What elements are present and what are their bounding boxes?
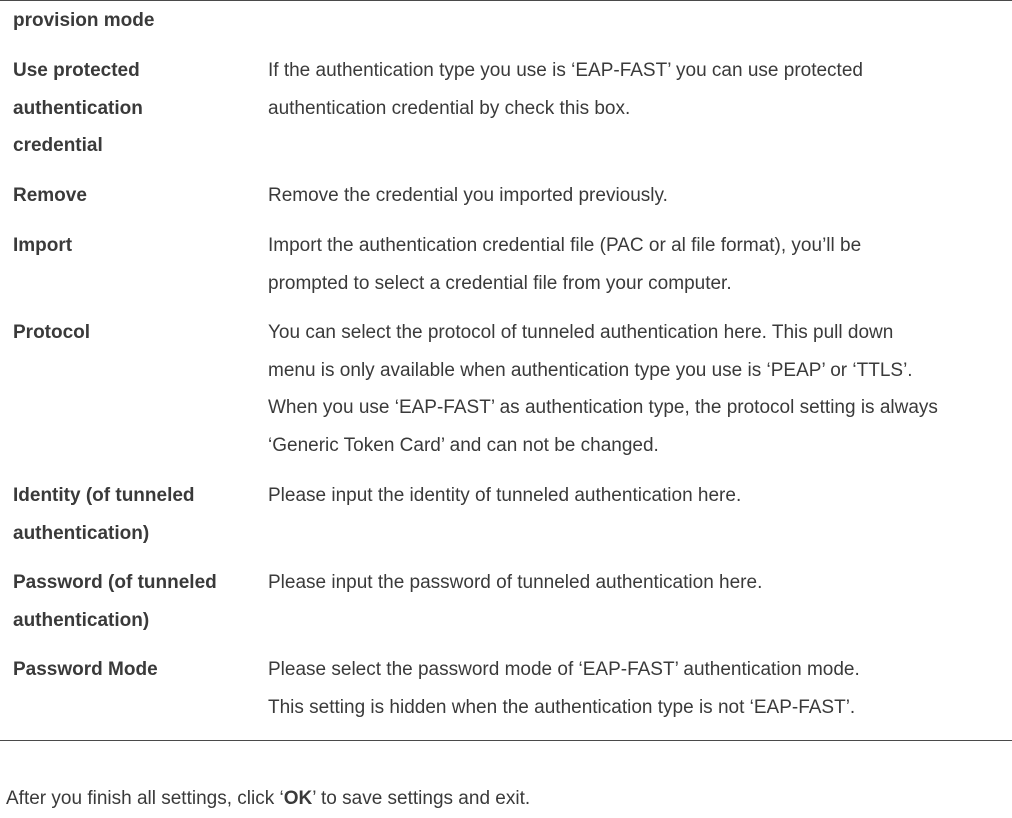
term-import: Import — [13, 235, 73, 256]
footer-prefix: After you finish all settings, click ‘ — [6, 788, 284, 809]
desc-import — [268, 227, 1008, 302]
desc-line: Import the authentication credential file (PAC or al file format), you’ll be — [268, 235, 862, 256]
desc-line: menu is only available when authentication type you use is ‘PEAP’ or ‘TTLS’. — [268, 359, 913, 381]
desc-line: prompted to select a credential file from your computer. — [268, 272, 732, 294]
desc-line: authentication credential by check this box. — [268, 97, 631, 119]
desc-line: When you use ‘EAP-FAST’ as authentication type, the protocol setting is always — [268, 397, 938, 418]
desc-line: You can select the protocol of tunneled authentication here. This pull down — [268, 322, 894, 343]
desc-line: ‘Generic Token Card’ and can not be changed. — [268, 434, 659, 456]
desc-line: Please input the identity of tunneled authentication here. — [268, 485, 742, 506]
term-use-protected-credential: Use protected authentication credential — [13, 60, 143, 156]
desc-line: If the authentication type you use is ‘EAP-FAST’ you can use protected — [268, 60, 863, 81]
desc-line: This setting is hidden when the authentication type is not ‘EAP-FAST’. — [268, 696, 856, 718]
ok-label: OK — [283, 788, 313, 809]
desc-password-mode — [268, 651, 1008, 726]
desc-line: Remove the credential you imported previously. — [268, 185, 668, 206]
term-identity: Identity (of tunneled authentication) — [13, 485, 195, 544]
desc-password — [268, 564, 1008, 602]
desc-identity — [268, 477, 1008, 515]
desc-protocol — [268, 314, 1008, 464]
term-remove: Remove — [13, 185, 87, 206]
desc-line: Please input the password of tunneled authentication here. — [268, 572, 763, 593]
table-top-rule — [0, 0, 1012, 1]
term-protocol: Protocol — [13, 322, 91, 343]
footer-instruction — [6, 780, 530, 818]
desc-line: Please select the password mode of ‘EAP-FAST’ authentication mode. — [268, 659, 860, 680]
table-bottom-rule — [0, 740, 1012, 741]
term-password-mode: Password Mode — [13, 659, 158, 680]
term-provision-mode: provision mode — [13, 10, 155, 31]
desc-remove — [268, 177, 1008, 215]
desc-use-protected-credential — [268, 52, 1008, 127]
footer-suffix: ’ to save settings and exit. — [312, 788, 531, 809]
term-password: Password (of tunneled authentication) — [13, 572, 217, 631]
